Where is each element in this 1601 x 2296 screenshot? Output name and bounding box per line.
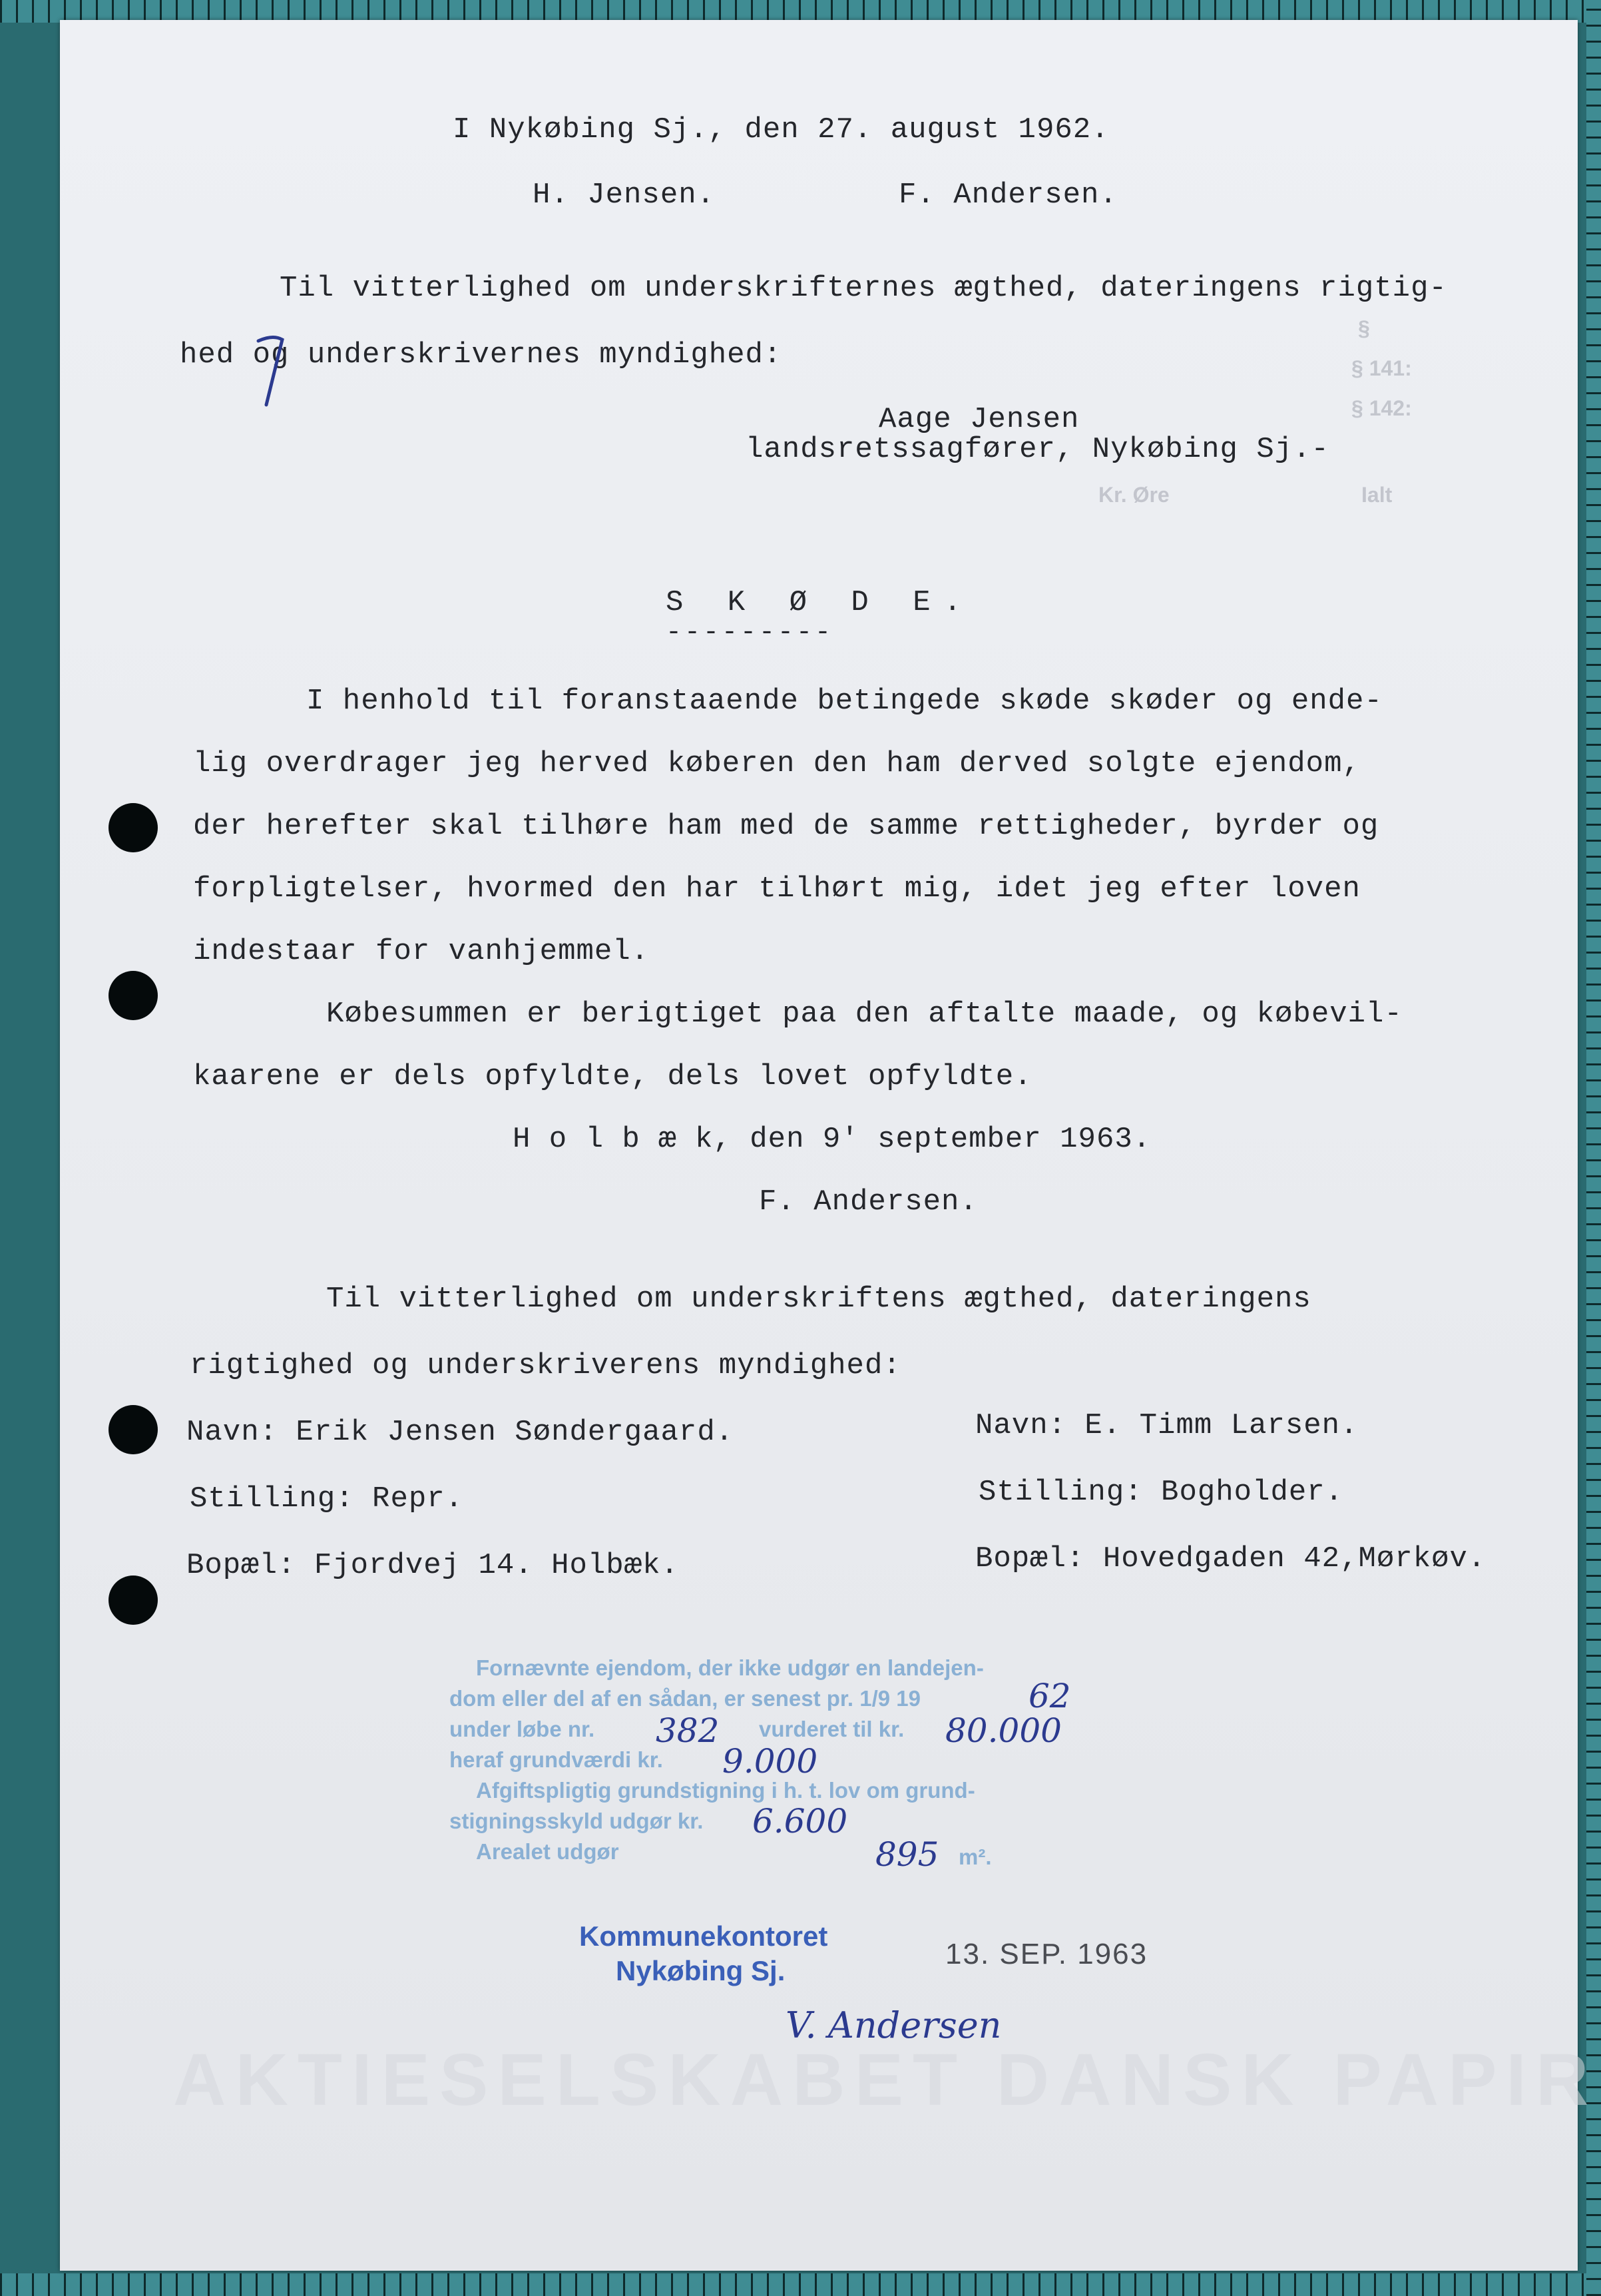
handwritten-grundvaerdi: 9.000 [722,1742,818,1781]
deed-paragraph-line: der herefter skal tilhøre ham med de samme rettigheder, byrder og [193,810,1379,843]
handwritten-lobe-nr: 382 [656,1711,720,1750]
valuation-stamp-line: under løbe nr. [449,1717,595,1741]
measuring-strip-right [1586,0,1601,2296]
punch-hole [109,1405,158,1454]
valuation-stamp-line: Arealet udgør [476,1839,619,1864]
witness-right-position: Stilling: Bogholder. [979,1476,1344,1509]
punch-hole [109,1576,158,1625]
valuation-stamp-line: stigningsskyld udgør kr. [449,1809,704,1833]
official-signature: V. Andersen [786,2004,1002,2046]
handwritten-grundstigning: 6.600 [752,1802,848,1841]
valuation-stamp-line: Afgiftspligtig grundstigning i h. t. lov om grund- [476,1778,975,1803]
deed-paragraph-line: kaarene er dels opfyldte, dels lovet opfyldte. [193,1060,1032,1093]
punch-hole [109,971,158,1020]
valuation-stamp-unit: m². [959,1845,992,1869]
deed-paragraph-line: lig overdrager jeg herved køberen den ham derved solgte ejendom, [193,747,1361,780]
document-page [60,20,1598,2271]
bleed-through-mark: § 142: [1351,396,1412,420]
bleed-through-mark: Kr. Øre [1098,483,1170,507]
handwritten-year: 62 [1029,1677,1071,1715]
bleed-through-mark: § 141: [1351,356,1412,380]
witness-right-name: Navn: E. Timm Larsen. [975,1409,1359,1442]
valuation-stamp-line: dom eller del af en sådan, er senest pr. 1/9 19 [449,1686,921,1711]
witness-left-address: Bopæl: Fjordvej 14. Holbæk. [186,1549,679,1582]
punch-hole [109,803,158,852]
witness-title: landsretssagfører, Nykøbing Sj.- [746,433,1329,466]
handwritten-vurdering: 80.000 [945,1711,1062,1750]
witness-right-address: Bopæl: Hovedgaden 42,Mørkøv. [975,1542,1487,1576]
header-signature-2: F. Andersen. [899,178,1118,212]
valuation-stamp-line: Fornævnte ejendom, der ikke udgør en landejen- [476,1655,984,1680]
bleed-through-mark: Ialt [1361,483,1393,507]
witness-left-position: Stilling: Repr. [190,1482,464,1516]
valuation-stamp-label: vurderet til kr. [759,1717,905,1741]
witness-left-name: Navn: Erik Jensen Søndergaard. [186,1416,734,1449]
attestation-line: hed og underskrivernes myndighed: [180,338,782,372]
deed-place-date: H o l b æ k, den 9' september 1963. [513,1123,1152,1156]
handwritten-correction-mark [253,333,293,413]
attestation-line: Til vitterlighed om underskriftens ægthed, dateringens [326,1283,1311,1316]
valuation-stamp-line: heraf grundværdi kr. [449,1747,663,1772]
deed-paragraph-line: indestaar for vanhjemmel. [193,935,650,968]
header-place-date: I Nykøbing Sj., den 27. august 1962. [453,113,1110,146]
deed-paragraph-line: Købesummen er berigtiget paa den aftalte maade, og købevil- [326,998,1403,1031]
date-stamp: 13. SEP. 1963 [945,1938,1148,1970]
attestation-line: rigtighed og underskriverens myndighed: [190,1349,901,1382]
deed-title: S K Ø D E. [666,586,975,619]
witness-name: Aage Jensen [879,403,1080,436]
deed-signature: F. Andersen. [759,1185,978,1219]
bleed-through-mark: § [1358,316,1370,340]
header-signature-1: H. Jensen. [533,178,716,212]
bleed-through-watermark: AKTIESELSKABET DANSK PAPIR [173,2039,1598,2121]
office-stamp-line: Kommunekontoret [579,1920,828,1952]
measuring-strip-bottom [0,2273,1601,2296]
deed-paragraph-line: forpligtelser, hvormed den har tilhørt mig, idet jeg efter loven [193,872,1361,906]
deed-paragraph-line: I henhold til foranstaaende betingede skøde skøder og ende- [306,685,1383,718]
attestation-line: Til vitterlighed om underskrifternes ægthed, dateringens rigtig- [280,272,1447,305]
handwritten-areal: 895 [875,1835,939,1874]
measuring-strip-top [0,0,1601,23]
deed-title-underline: --------- [666,618,834,648]
office-stamp-line: Nykøbing Sj. [616,1955,786,1986]
